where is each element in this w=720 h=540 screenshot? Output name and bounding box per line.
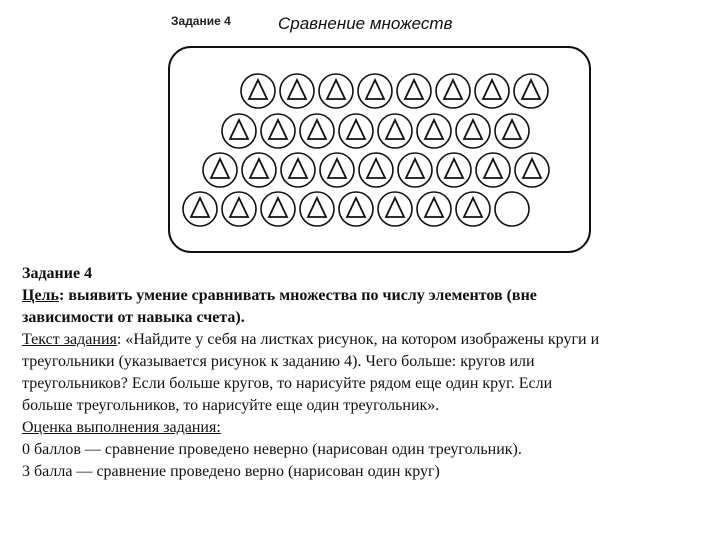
triangle-shape: [366, 80, 384, 99]
triangle-shape: [464, 198, 482, 217]
grade-3: 3 балла — сравнение проведено верно (нарисован один круг): [22, 463, 440, 480]
triangle-shape: [503, 120, 521, 139]
task-line-1: [22, 329, 599, 351]
triangle-shape: [367, 159, 385, 178]
triangle-shape: [289, 159, 307, 178]
circle-shape: [495, 192, 529, 226]
goal-line-2: зависимости от навыка счета).: [22, 309, 245, 326]
goal-line-1: [22, 285, 599, 307]
triangle-shape: [327, 80, 345, 99]
goal-label: Цель: [22, 287, 59, 304]
triangle-shape: [386, 120, 404, 139]
triangle-shape: [406, 159, 424, 178]
task-text-label: Текст задания: [22, 331, 117, 348]
triangle-shape: [405, 80, 423, 99]
task-line-3: треугольников? Если больше кругов, то нарисуйте рядом еще один круг. Если: [22, 375, 553, 392]
task-heading: Задание 4: [22, 265, 93, 282]
triangle-shape: [191, 198, 209, 217]
triangle-shape: [269, 120, 287, 139]
grading-label: Оценка выполнения задания:: [22, 419, 221, 436]
task-description: [22, 263, 599, 483]
triangle-shape: [523, 159, 541, 178]
figure-frame: [169, 47, 590, 252]
triangle-shape: [288, 80, 306, 99]
goal-text: : выявить умение сравнивать множества по числу элементов (вне: [58, 287, 537, 304]
triangle-shape: [386, 198, 404, 217]
figure-title: Сравнение множеств: [278, 14, 453, 33]
triangle-shape: [308, 198, 326, 217]
task-text: : «Найдите у себя на листках рисунок, на котором изображены круги и: [116, 331, 600, 348]
triangle-shape: [230, 120, 248, 139]
circles-triangles-figure: [0, 0, 720, 260]
task-line-2: треугольники (указывается рисунок к заданию 4). Чего больше: кругов или: [22, 353, 535, 370]
triangle-shape: [522, 80, 540, 99]
triangle-shape: [425, 120, 443, 139]
triangle-shape: [464, 120, 482, 139]
task-line-4: больше треугольников, то нарисуйте еще один треугольник».: [22, 397, 440, 414]
triangle-shape: [347, 120, 365, 139]
triangle-shape: [484, 159, 502, 178]
task-number-label: Задание 4: [171, 14, 231, 28]
triangle-shape: [347, 198, 365, 217]
triangle-shape: [230, 198, 248, 217]
triangle-shape: [444, 80, 462, 99]
triangle-shape: [249, 80, 267, 99]
triangle-shape: [445, 159, 463, 178]
triangle-shape: [211, 159, 229, 178]
triangle-shape: [250, 159, 268, 178]
triangle-shape: [269, 198, 287, 217]
triangle-shape: [328, 159, 346, 178]
triangle-shape: [425, 198, 443, 217]
triangle-shape: [308, 120, 326, 139]
triangle-shape: [483, 80, 501, 99]
grade-0: 0 баллов — сравнение проведено неверно (нарисован один треугольник).: [22, 441, 522, 458]
